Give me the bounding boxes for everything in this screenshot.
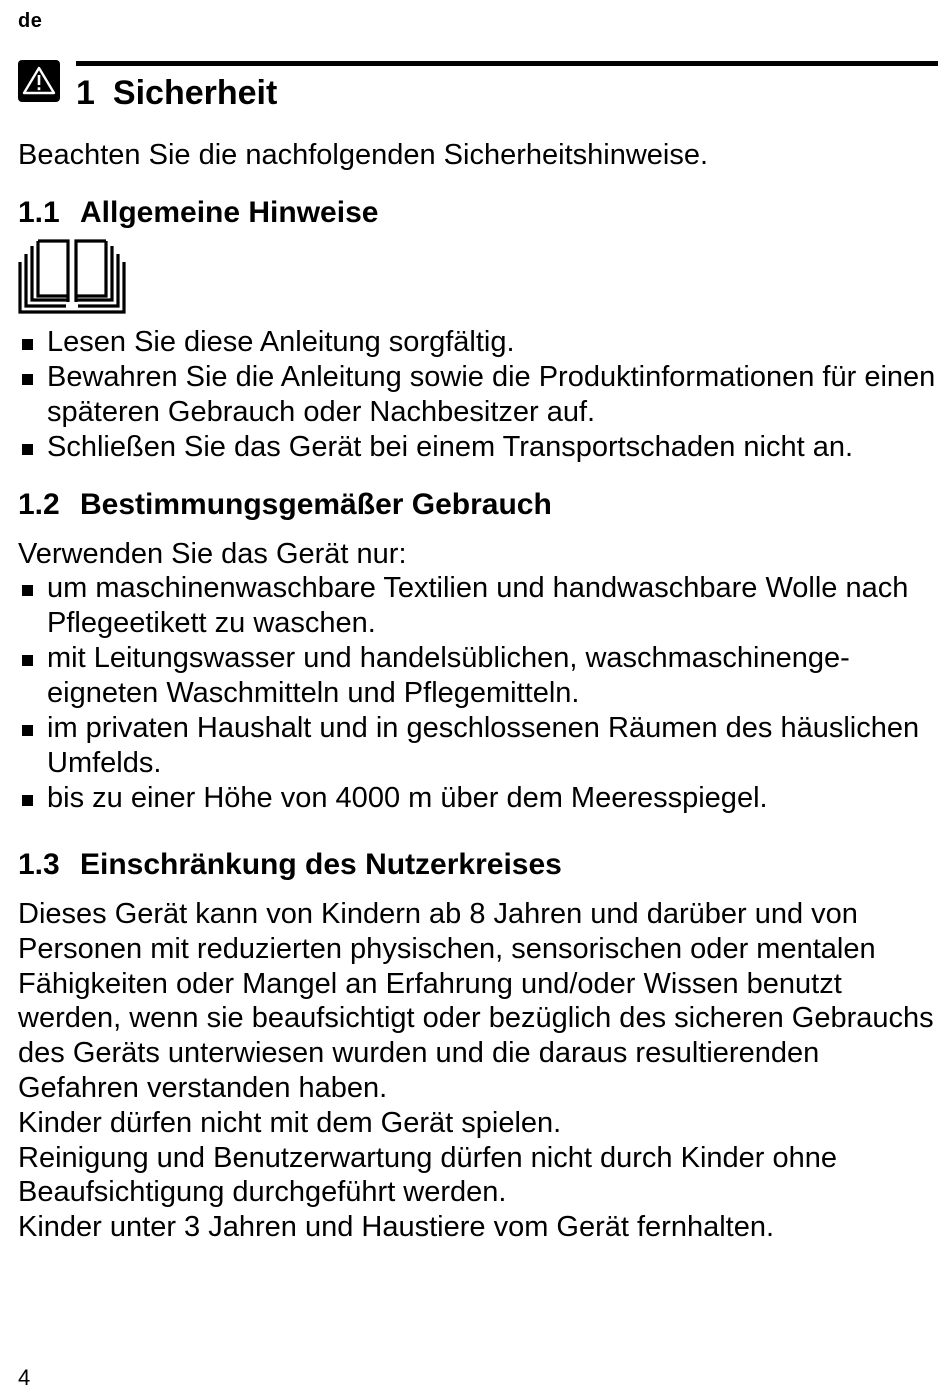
section-heading-1-1 [18, 194, 378, 232]
list-item: bis zu einer Höhe von 4000 m über dem Meeresspiegel. [18, 781, 938, 816]
user-restriction-text [18, 897, 938, 1245]
general-notes-list [18, 325, 938, 465]
section-rule [76, 61, 938, 66]
section-number: 1.1 [18, 196, 60, 229]
paragraph: Dieses Gerät kann von Kindern ab 8 Jahren und darüber und von Personen mit reduzierten physischen, sensorischen oder mentalen Fähigkeiten oder Mangel an Erfahrung und/oder Wissen benutzt werden, wenn sie beaufsichtigt oder bezüglich des sicheren Gebrauchs des Geräts unterwiesen wurden und die daraus resultierenden Gefahren verstanden haben. [18, 898, 934, 1104]
section-heading-1-2 [18, 486, 552, 524]
section-heading-1-3 [18, 846, 562, 884]
list-item: Schließen Sie das Gerät bei einem Transportschaden nicht an. [18, 430, 938, 465]
page-number: 4 [18, 1365, 31, 1390]
paragraph: Kinder dürfen nicht mit dem Gerät spielen. [18, 1106, 562, 1139]
section-intro: Beachten Sie die nachfolgenden Sicherheitshinweise. [18, 139, 709, 171]
list-item: Lesen Sie diese Anleitung sorgfältig. [18, 325, 938, 360]
section-title: Einschränkung des Nutzerkreises [80, 848, 562, 881]
list-item: im privaten Haushalt und in geschlossenen Räumen des häuslichen Umfelds. [18, 711, 938, 781]
section-title: Bestimmungsgemäßer Gebrauch [80, 488, 552, 521]
section-number: 1.3 [18, 848, 60, 881]
section-heading-1 [76, 72, 277, 114]
section-title: Allgemeine Hinweise [80, 196, 379, 229]
intended-use-list [18, 571, 938, 816]
paragraph: Reinigung und Benutzerwartung dürfen nicht durch Kinder ohne Beaufsichtigung durchgeführt werden. [18, 1141, 837, 1209]
section-number: 1.2 [18, 488, 60, 521]
list-item: Bewahren Sie die Anleitung sowie die Produktinformationen für einen späteren Gebrauch oder Nachbesitzer auf. [18, 360, 938, 430]
list-item: mit Leitungswasser und handelsüblichen, waschmaschinengeeigneten Waschmitteln und Pflegemitteln. [18, 641, 938, 711]
warning-triangle-icon [18, 60, 60, 102]
language-code: de [18, 10, 43, 32]
paragraph: Kinder unter 3 Jahren und Haustiere vom Gerät fernhalten. [18, 1211, 775, 1244]
section-title: Sicherheit [112, 74, 278, 112]
open-book-icon [18, 238, 126, 316]
section-number: 1 [76, 74, 95, 112]
section-intro: Verwenden Sie das Gerät nur: [18, 538, 407, 570]
list-item: um maschinenwaschbare Textilien und handwaschbare Wolle nach Pflegeetikett zu waschen. [18, 571, 938, 641]
